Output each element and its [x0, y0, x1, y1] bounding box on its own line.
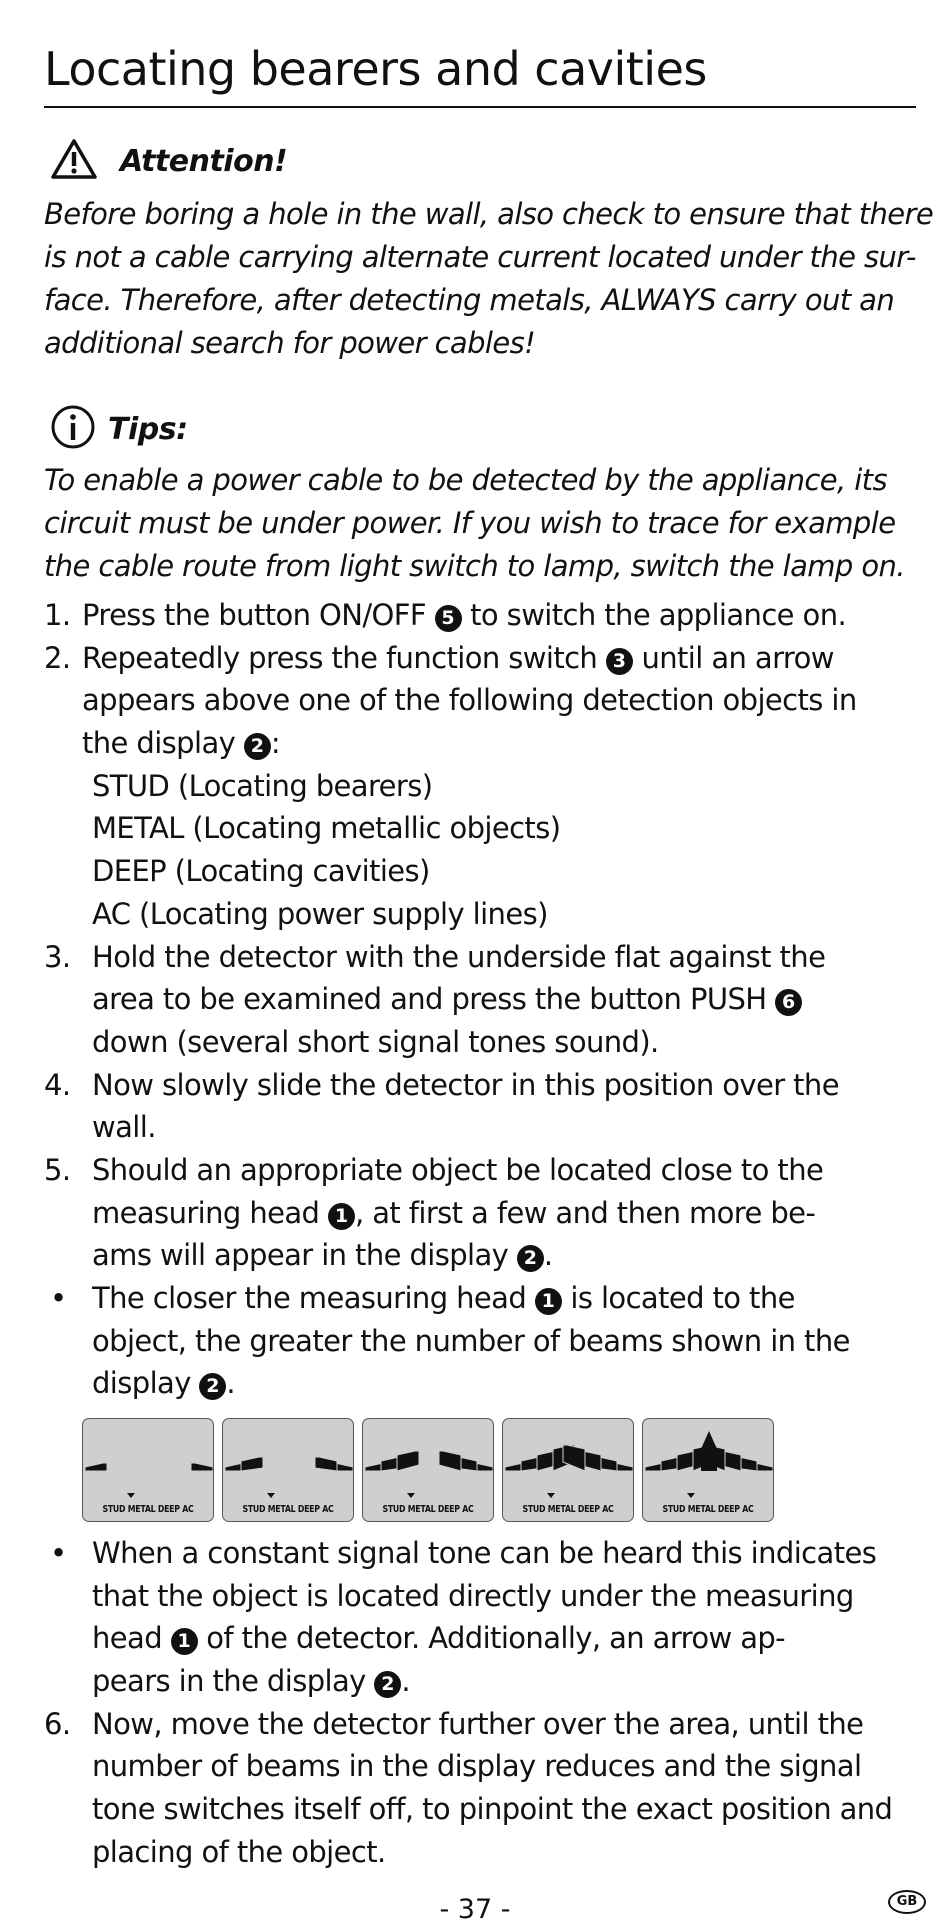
- signal-beam: [397, 1451, 419, 1471]
- text-run: , at first a few and then more be-: [354, 1195, 816, 1230]
- page-title: Locating bearers and cavities: [44, 42, 707, 96]
- step-line: [44, 1192, 924, 1235]
- display-panel: [82, 1418, 214, 1522]
- text-run: until an arrow: [632, 640, 834, 675]
- step-text: [92, 1234, 552, 1277]
- callout-number: 1: [328, 1203, 355, 1230]
- step-text: [92, 1021, 659, 1064]
- step-line: [44, 1320, 924, 1363]
- instruction-steps-continued: [44, 1532, 924, 1874]
- display-panel: [222, 1418, 354, 1522]
- attention-line: additional search for power cables!: [44, 326, 536, 360]
- step-text: [92, 850, 430, 893]
- display-panel: [362, 1418, 494, 1522]
- text-run: DEEP (Locating cavities): [92, 854, 430, 889]
- step-text: [92, 1532, 876, 1575]
- step-line: [44, 1106, 924, 1149]
- text-run: appears above one of the following detection objects in: [82, 683, 857, 718]
- text-run: Should an appropriate object be located close to the: [92, 1152, 824, 1187]
- text-run: of the detector. Additionally, an arrow ap-: [197, 1621, 786, 1656]
- display-mode-labels: STUD METAL DEEP AC: [102, 1504, 194, 1515]
- step-line: [44, 1149, 924, 1192]
- display-mode-labels: STUD METAL DEEP AC: [662, 1504, 754, 1515]
- step-text: [92, 1149, 823, 1192]
- display-mode-labels: STUD METAL DEEP AC: [242, 1504, 334, 1515]
- callout-number: 1: [171, 1628, 198, 1655]
- text-run: tone switches itself off, to pinpoint the exact position and: [92, 1792, 893, 1827]
- text-run: Repeatedly press the function switch: [82, 640, 606, 675]
- step-line: [44, 807, 924, 850]
- step-text: [92, 1660, 410, 1703]
- step-text: [92, 893, 548, 936]
- text-run: placing of the object.: [92, 1834, 386, 1869]
- callout-number: 6: [775, 989, 802, 1016]
- step-text: [92, 1362, 235, 1405]
- bullet-marker: •: [50, 1281, 67, 1315]
- step-line: [44, 850, 924, 893]
- warning-triangle-icon: [50, 138, 98, 184]
- tips-line: To enable a power cable to be detected by the appliance, its: [44, 463, 887, 497]
- text-run: wall.: [92, 1110, 156, 1145]
- attention-text: [44, 193, 934, 365]
- callout-number: 2: [374, 1671, 401, 1698]
- text-run: METAL (Locating metallic objects): [92, 811, 561, 846]
- step-text: [92, 1192, 815, 1235]
- signal-beam: [563, 1445, 585, 1471]
- step-number: 2.: [44, 640, 71, 675]
- step-text: [92, 1745, 861, 1788]
- tips-heading: [50, 404, 188, 454]
- step-text: [92, 1064, 839, 1107]
- step-text: [92, 1277, 795, 1320]
- text-run: number of beams in the display reduces and the signal: [92, 1749, 862, 1784]
- title-rule: [44, 106, 916, 108]
- text-run: .: [401, 1664, 410, 1699]
- step-line: [44, 1745, 924, 1788]
- text-run: :: [270, 726, 280, 761]
- step-number: 3.: [44, 939, 71, 974]
- text-run: .: [226, 1366, 236, 1401]
- tips-label: Tips:: [108, 411, 188, 447]
- step-text: [92, 1106, 156, 1149]
- step-text: [92, 1831, 386, 1874]
- info-circle-icon: [50, 404, 96, 454]
- step-line: [44, 1575, 924, 1618]
- step-line: [44, 679, 924, 722]
- text-run: measuring head: [92, 1195, 328, 1230]
- step-line: [44, 1660, 924, 1703]
- text-run: that the object is located directly under the measuring: [92, 1578, 854, 1613]
- callout-number: 5: [435, 605, 462, 632]
- step-text: [92, 1575, 854, 1618]
- text-run: ams will appear in the display: [92, 1238, 517, 1273]
- step-line: [44, 1064, 924, 1107]
- step-line: [44, 1788, 924, 1831]
- attention-line: is not a cable carrying alternate current located under the sur-: [44, 240, 916, 274]
- attention-label: Attention!: [120, 143, 288, 179]
- step-text: [82, 722, 280, 765]
- selection-arrow-icon: [547, 1493, 555, 1498]
- signal-beam: [701, 1431, 717, 1471]
- text-run: pears in the display: [92, 1664, 375, 1699]
- page-number: - 37 -: [439, 1894, 511, 1925]
- text-run: STUD (Locating bearers): [92, 768, 433, 803]
- text-run: Press the button ON/OFF: [82, 598, 435, 632]
- signal-beam: [85, 1463, 107, 1471]
- country-badge: GB: [888, 1890, 926, 1914]
- step-text: [82, 594, 846, 637]
- step-line: [44, 637, 924, 680]
- tips-line: circuit must be under power. If you wish to trace for example: [44, 506, 896, 540]
- attention-line: Before boring a hole in the wall, also check to ensure that there: [44, 197, 934, 231]
- step-line: [44, 1362, 924, 1405]
- step-text: [82, 679, 857, 722]
- text-run: down (several short signal tones sound).: [92, 1024, 659, 1059]
- step-line: [44, 1532, 924, 1575]
- step-line: [44, 765, 924, 808]
- step-text: [92, 1320, 850, 1363]
- bullet-marker: •: [50, 1536, 67, 1570]
- step-text: [82, 637, 834, 680]
- text-run: is located to the: [561, 1281, 795, 1315]
- step-text: [92, 1788, 892, 1831]
- signal-beam: [315, 1457, 337, 1471]
- selection-arrow-icon: [267, 1493, 275, 1498]
- attention-heading: [50, 138, 287, 184]
- instruction-steps: [44, 594, 924, 1405]
- step-line: [44, 1277, 924, 1320]
- attention-line: face. Therefore, after detecting metals, ALWAYS carry out an: [44, 283, 895, 317]
- step-text: [92, 1617, 785, 1660]
- text-run: to switch the appliance on.: [461, 598, 847, 632]
- display-panel: [502, 1418, 634, 1522]
- display-mode-labels: STUD METAL DEEP AC: [522, 1504, 614, 1515]
- step-number: 1.: [44, 598, 71, 632]
- tips-line: the cable route from light switch to lamp, switch the lamp on.: [44, 549, 905, 583]
- step-line: [44, 893, 924, 936]
- selection-arrow-icon: [407, 1493, 415, 1498]
- step-line: [44, 1703, 924, 1746]
- text-run: Hold the detector with the underside flat against the: [92, 939, 826, 974]
- text-run: display: [92, 1366, 200, 1401]
- step-text: [92, 978, 802, 1021]
- step-line: [44, 1831, 924, 1874]
- signal-beam: [191, 1463, 213, 1471]
- step-number: 5.: [44, 1152, 71, 1187]
- step-line: [44, 594, 924, 637]
- display-illustrations: [82, 1418, 774, 1522]
- callout-number: 1: [535, 1288, 562, 1315]
- text-run: AC (Locating power supply lines): [92, 896, 548, 931]
- callout-number: 2: [199, 1373, 226, 1400]
- display-panel: [642, 1418, 774, 1522]
- text-run: .: [543, 1238, 553, 1273]
- signal-beam: [241, 1457, 263, 1471]
- step-line: [44, 1021, 924, 1064]
- signal-beam: [439, 1451, 461, 1471]
- step-text: [92, 807, 560, 850]
- text-run: object, the greater the number of beams shown in the: [92, 1323, 850, 1358]
- selection-arrow-icon: [687, 1493, 695, 1498]
- display-mode-labels: STUD METAL DEEP AC: [382, 1504, 474, 1515]
- text-run: area to be examined and press the button PUSH: [92, 982, 776, 1017]
- text-run: When a constant signal tone can be heard this indicates: [92, 1536, 877, 1570]
- step-number: 4.: [44, 1067, 71, 1102]
- step-text: [92, 765, 432, 808]
- step-line: [44, 1617, 924, 1660]
- text-run: Now, move the detector further over the area, until the: [92, 1706, 864, 1741]
- step-line: [44, 936, 924, 979]
- step-text: [92, 936, 825, 979]
- callout-number: 2: [517, 1245, 544, 1272]
- step-line: [44, 978, 924, 1021]
- callout-number: 3: [606, 648, 633, 675]
- text-run: The closer the measuring head: [92, 1281, 535, 1315]
- step-text: [92, 1703, 863, 1746]
- tips-text: [44, 459, 924, 588]
- step-line: [44, 722, 924, 765]
- callout-number: 2: [244, 733, 271, 760]
- step-number: 6.: [44, 1706, 71, 1741]
- text-run: head: [92, 1621, 171, 1656]
- step-line: [44, 1234, 924, 1277]
- selection-arrow-icon: [127, 1493, 135, 1498]
- text-run: the display: [82, 726, 244, 761]
- text-run: Now slowly slide the detector in this position over the: [92, 1067, 839, 1102]
